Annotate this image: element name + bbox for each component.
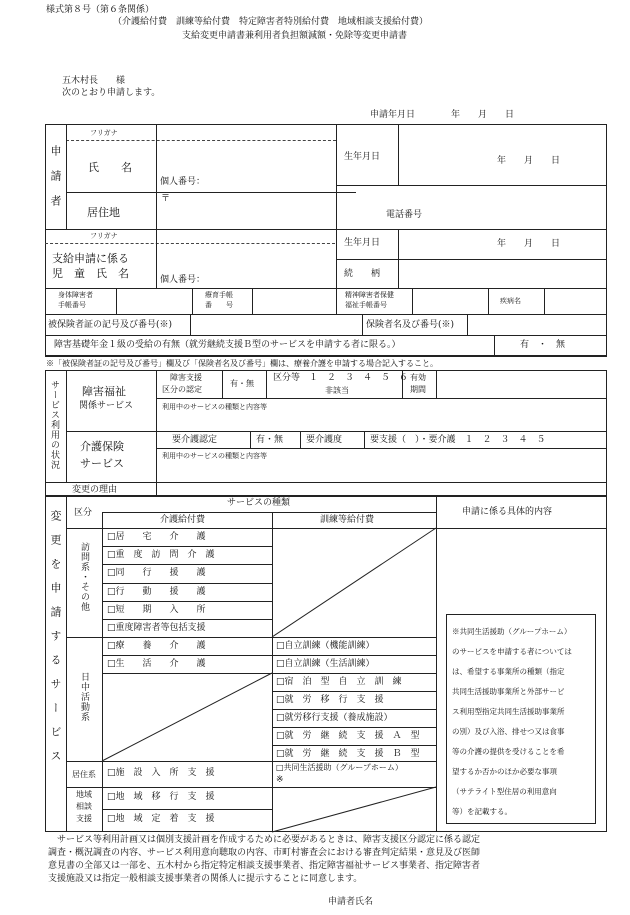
kaigo-checkbox-medical-care[interactable]: □療 養 介 護 <box>107 641 206 651</box>
form-title-line2: 支給変更申請書兼利用者負担額減額・免除等変更申請書 <box>182 31 408 41</box>
services-side-label: 変更を申請するサービス <box>49 510 62 774</box>
child-relation-label: 続 柄 <box>344 269 381 279</box>
consent-line-3: 意見書の全部又は一部を、五木村から指定特定相談支援事業者、指定障害福祉サービス事業者、指定障害者 <box>48 861 481 871</box>
note-line: 望するか否かのほか必要な事項 <box>452 767 557 776</box>
kaigo-checkbox-behavior[interactable]: □行 動 援 護 <box>107 587 206 597</box>
applicant-birthdate-label: 生年月日 <box>344 152 381 162</box>
note-line: 等）を記載する。 <box>452 807 512 816</box>
care-cert-umu: 有・無 <box>256 435 284 445</box>
kaigo-header: 介護給付費 <box>160 515 206 525</box>
certificate-note: ※「被保険者証の記号及び番号」欄及び「保険者名及び番号」欄は、療養介護を申請する場合記入すること。 <box>46 359 438 368</box>
category-community-1: 地域 <box>76 790 92 799</box>
applicant-name-label: 氏 名 <box>88 161 132 174</box>
application-date: 申請年月日 年 月 日 <box>370 110 515 120</box>
kubun-header: 区分 <box>74 508 93 518</box>
kaigo-checkbox-accompany[interactable]: □同 行 援 護 <box>107 568 206 578</box>
note-line: 等の介護の提供を受けることを希 <box>452 747 565 756</box>
child-name-label-1: 支給申請に係る <box>52 252 129 265</box>
applicant-furigana-label: フリガナ <box>90 129 118 137</box>
note-line: 共同生活援助事業所と外部サービ <box>452 687 565 696</box>
note-line: は、希望する事業所の種類（指定 <box>452 667 565 676</box>
physical-cert-label-1: 身体障害者 <box>58 291 93 299</box>
community-checkbox-transition[interactable]: □地 域 移 行 支 援 <box>107 792 215 802</box>
mental-cert-label-2: 福祉手帳番号 <box>345 301 387 309</box>
note-line: ※共同生活援助（グループホーム） <box>452 627 572 636</box>
care-level-label: 要介護度 <box>306 435 343 445</box>
care-cert-label: 要介護認定 <box>172 435 218 445</box>
mental-cert-label-1: 精神障害者保健 <box>345 291 394 299</box>
reason-label: 変更の理由 <box>72 485 118 495</box>
child-individual-number: 個人番号： <box>160 275 206 285</box>
consent-line-4: 支援施設又は指定一般相談支援事業者の関係人に提示することに同意します。 <box>48 874 363 884</box>
child-birthdate-label: 生年月日 <box>344 238 381 248</box>
kunren-checkbox-continuous-a[interactable]: □就 労 継 続 支 援 Ａ 型 <box>276 731 420 741</box>
residential-checkbox-facility[interactable]: □施 設 入 所 支 援 <box>107 768 215 778</box>
insurer-label: 保険者名及び番号(※) <box>366 320 455 330</box>
applicant-address-label: 居住地 <box>87 206 120 219</box>
kunren-checkbox-employment-transition[interactable]: □就 労 移 行 支 援 <box>276 695 384 705</box>
kunren-checkbox-function[interactable]: □自立訓練（機能訓練） <box>276 641 375 651</box>
intro-text: 次のとおり申請します。 <box>62 88 161 98</box>
support-cat-label-2: 区分の認定 <box>162 385 202 394</box>
applicant-birthdate-ymd: 年 月 日 <box>497 156 561 166</box>
consent-line-2: 調査・概況調査の内容、サービス利用意向聴取の内容、市町村審査会における審査判定結果・意見及び医師 <box>48 848 481 858</box>
kunren-checkbox-residential[interactable]: □宿 泊 型 自 立 訓 練 <box>276 677 402 687</box>
welfare-current-label: 利用中のサービスの種類と内容等 <box>162 403 267 411</box>
kunren-checkbox-continuous-b[interactable]: □就 労 継 続 支 援 Ｂ 型 <box>276 749 420 759</box>
child-birthdate-ymd: 年 月 日 <box>497 239 561 249</box>
rehab-cert-label-2: 番 号 <box>205 301 233 309</box>
usage-side-label: サービス利用の状況 <box>49 380 59 470</box>
kunren-checkbox-life[interactable]: □自立訓練（生活訓練） <box>276 659 375 669</box>
form-number: 様式第８号（第６条関係） <box>46 5 155 15</box>
signature-label: 申請者氏名 <box>328 897 374 907</box>
pension-label: 障害基礎年金１級の受給の有無（就労継続支援Ｂ型のサービスを申請する者に限る。） <box>54 340 401 350</box>
child-name-label-2: 児 童 氏 名 <box>52 267 129 280</box>
addressee: 五木村長 様 <box>62 76 126 86</box>
applicant-section-label: 申請者 <box>49 145 62 220</box>
care-label-1: 介護保険 <box>80 440 124 453</box>
welfare-label-1: 障害福祉 <box>82 385 126 398</box>
valid-label-1: 有効 <box>410 373 426 382</box>
form-title-line1: （介護給付費 訓練等給付費 特定障害者特別給付費 地域相談支援給付費） <box>113 17 429 27</box>
group-home-mark: ※ <box>276 775 284 785</box>
pension-yes-no: 有 ・ 無 <box>520 340 566 350</box>
care-level-options: 要支援（ ）・要介護 １ ２ ３ ４ ５ <box>370 435 546 445</box>
kunren-header: 訓練等給付費 <box>320 515 375 525</box>
postal-mark: 〒 <box>161 194 171 204</box>
physical-cert-label-2: 手帳番号 <box>58 301 86 309</box>
child-furigana-label: フリガナ <box>90 232 118 240</box>
note-line: のサービスを申請する者については <box>452 647 572 656</box>
kaigo-checkbox-life-care[interactable]: □生 活 介 護 <box>107 659 206 669</box>
note-line: の別）及び入浴、排せつ又は食事 <box>452 727 565 736</box>
kunren-checkbox-transition-training[interactable]: □就労移行支援（養成施設） <box>276 713 393 723</box>
kubun-options: 区分等 １ ２ ３ ４ ５ ６ <box>273 373 409 383</box>
kaigo-checkbox-home-care[interactable]: □居 宅 介 護 <box>107 532 206 542</box>
category-home: 訪問系・その他 <box>79 542 89 612</box>
insured-symbol-label: 被保険者証の記号及び番号(※) <box>48 320 173 330</box>
rehab-cert-label-1: 療育手帳 <box>205 291 233 299</box>
kunren-checkbox-group-home[interactable]: □共同生活援助（グループホーム） <box>276 763 403 772</box>
welfare-label-2: 関係サービス <box>79 401 134 411</box>
category-residential: 居住系 <box>72 770 96 779</box>
category-community-3: 支援 <box>76 814 92 823</box>
note-line: （サテライト型住居の利用意向 <box>452 787 557 796</box>
applicant-individual-number: 個人番号： <box>160 177 206 187</box>
disease-label: 疾病名 <box>500 297 521 305</box>
care-label-2: サービス <box>80 457 124 470</box>
support-cat-label-1: 障害支援 <box>170 373 202 382</box>
service-types-header: サービスの種類 <box>227 498 291 508</box>
kaigo-checkbox-comprehensive[interactable]: □重度障害者等包括支援 <box>107 623 206 633</box>
category-community-2: 相談 <box>76 802 92 811</box>
detail-header: 申請に係る具体的内容 <box>462 507 553 517</box>
kaigo-checkbox-short-stay[interactable]: □短 期 入 所 <box>107 605 206 615</box>
valid-label-2: 期間 <box>410 385 426 394</box>
care-current-label: 利用中のサービスの種類と内容等 <box>162 452 267 460</box>
kaigo-checkbox-severe-visit[interactable]: □重 度 訪 問 介 護 <box>107 550 215 560</box>
hi-gaitou: 非該当 <box>325 386 349 395</box>
phone-label: 電話番号 <box>386 210 423 220</box>
note-line: ス利用型指定共同生活援助事業所 <box>452 707 565 716</box>
community-checkbox-settlement[interactable]: □地 域 定 着 支 援 <box>107 814 215 824</box>
consent-line-1: サービス等利用計画又は個別支援計画を作成するために必要があるときは、障害支援区分認定に係る認定 <box>48 835 481 845</box>
category-day: 日中活動系 <box>79 672 89 722</box>
support-cat-umu: 有・無 <box>230 379 254 388</box>
